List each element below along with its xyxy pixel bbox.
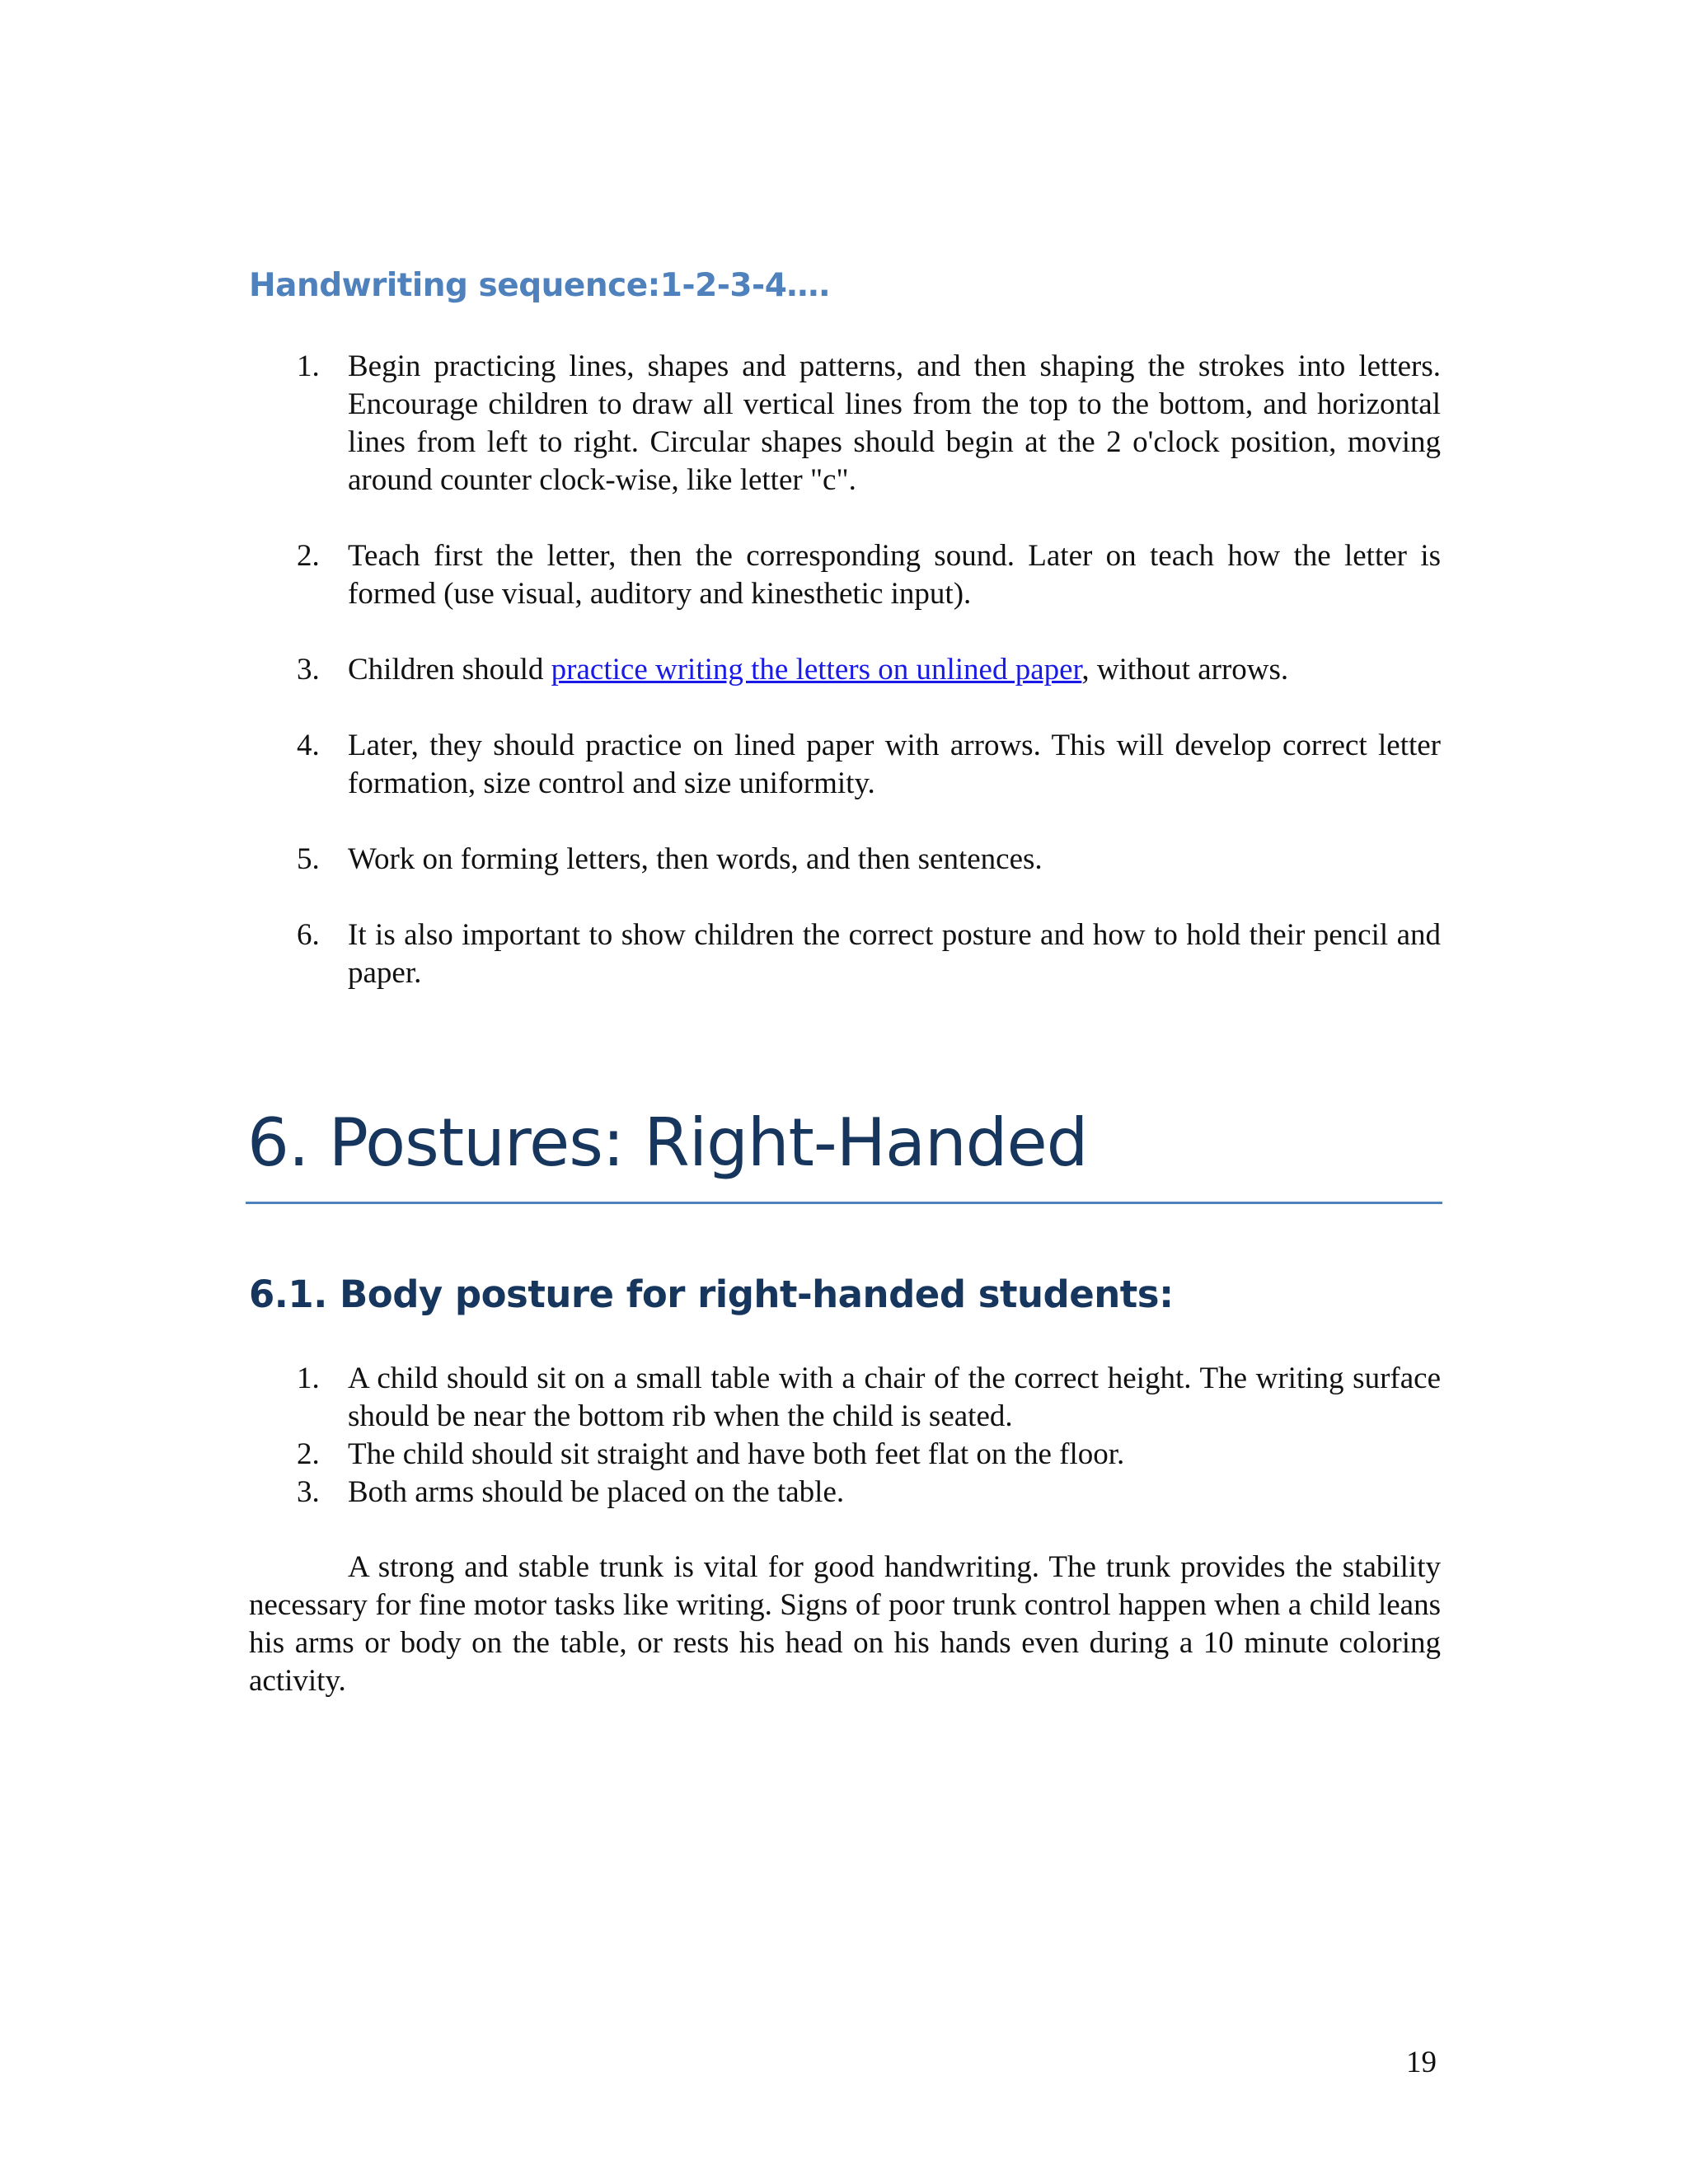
list-item-text: A child should sit on a small table with a chair of the correct height. The writing surface should be near the bottom rib when the child is seated.	[348, 1361, 1441, 1433]
list-item-number: 2.	[297, 539, 320, 573]
list-item-text: Later, they should practice on lined paper with arrows. This will develop correct letter formation, size control and size uniformity.	[348, 729, 1441, 800]
list-item-number: 2.	[297, 1437, 320, 1471]
list-item-text: Teach first the letter, then the corresponding sound. Later on teach how the letter is formed (use visual, auditory and kinesthetic input).	[348, 539, 1441, 611]
list-item-number: 3.	[297, 653, 320, 687]
list-item-number: 6.	[297, 918, 320, 952]
body-paragraph: A strong and stable trunk is vital for good handwriting. The trunk provides the stability necessary for fine motor tasks like writing. Signs of poor trunk control happen when a child leans his arms or body on the table, or rests his head on his hands even during a 10 minute coloring activity.	[249, 1550, 1441, 1698]
list-item-text	[348, 651, 1441, 689]
section-divider	[246, 1202, 1442, 1204]
section-title: 6. Postures: Right-Handed	[247, 1104, 1088, 1181]
list-item-text: Work on forming letters, then words, and then sentences.	[348, 842, 1043, 876]
subsection-title: 6.1. Body posture for right-handed students:	[249, 1272, 1174, 1316]
list-item-number: 5.	[297, 842, 320, 876]
list-item-number: 1.	[297, 1361, 320, 1395]
list-item-text: Both arms should be placed on the table.	[348, 1475, 845, 1509]
unlined-paper-link[interactable]: practice writing the letters on unlined paper	[551, 653, 1082, 687]
page-number: 19	[1406, 2046, 1437, 2079]
list-item-text-before: Children should	[348, 653, 551, 687]
list-item-number: 3.	[297, 1475, 320, 1509]
list-item-text: Begin practicing lines, shapes and patterns, and then shaping the strokes into letters. Encourage children to draw all vertical lines from the top to the bottom, and horizontal lines from left to right. Circular shapes should begin at the 2 o'clock position, moving around counter clock-wise, like letter "c".	[348, 349, 1441, 497]
sequence-heading: Handwriting sequence:1-2-3-4….	[249, 267, 831, 304]
list-item-number: 1.	[297, 349, 320, 383]
list-item-number: 4.	[297, 729, 320, 762]
list-item-text: It is also important to show children the correct posture and how to hold their pencil and paper.	[348, 918, 1441, 990]
list-item-text-after: , without arrows.	[1081, 653, 1289, 687]
list-item-text: The child should sit straight and have both feet flat on the floor.	[348, 1437, 1125, 1471]
